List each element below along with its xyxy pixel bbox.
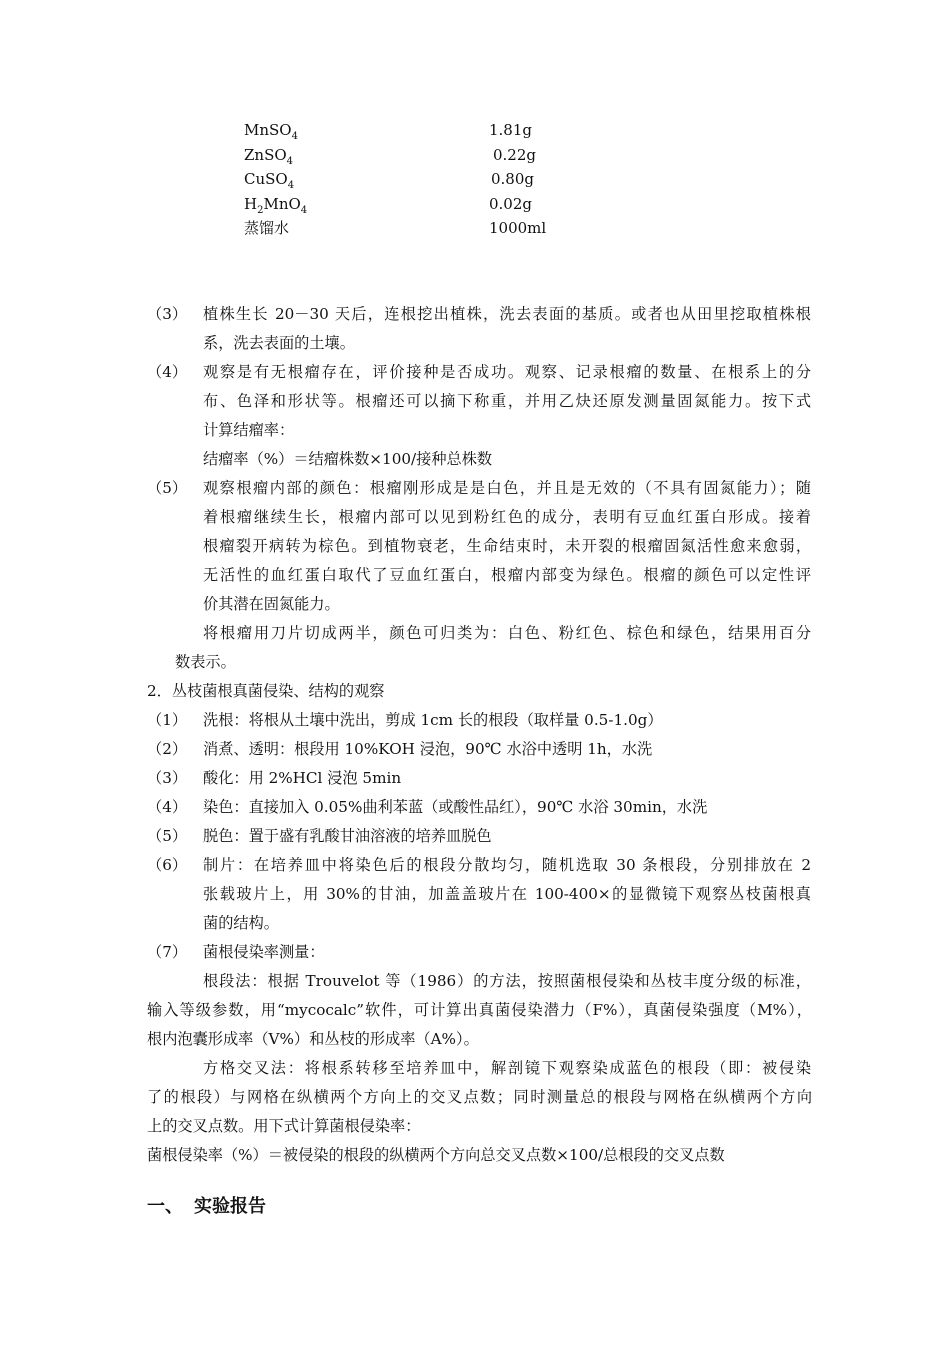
step-number: （5） xyxy=(147,827,188,845)
reagent-amount: 0.22g xyxy=(493,145,537,164)
step-number: （7） xyxy=(147,943,188,961)
paragraph-line: 上的交叉点数。用下式计算菌根侵染率： xyxy=(147,1117,421,1135)
reagent-amount: 0.02g xyxy=(489,194,533,213)
paragraph-line: 价其潜在固氮能力。 xyxy=(203,595,340,613)
paragraph-line: 根段法：根据 Trouvelot 等（1986）的方法，按照菌根侵染和丛枝丰度分级的标准， xyxy=(203,972,811,990)
reagent-amount: 1000ml xyxy=(489,219,547,237)
paragraph-line: 输入等级参数，用“mycocalc”软件，可计算出真菌侵染潜力（F%），真菌侵染强度（M%）， xyxy=(147,1001,812,1019)
paragraph-line: 着根瘤继续生长，根瘤内部可以见到粉红色的成分，表明有豆血红蛋白形成。接着 xyxy=(203,508,811,526)
step-number: （2） xyxy=(147,740,188,758)
step-number: （3） xyxy=(147,305,188,323)
reagent-name: ZnSO$_4$ xyxy=(244,145,294,167)
reagent-name: CuSO$_4$ xyxy=(244,170,295,191)
step-number: （1） xyxy=(147,711,188,729)
step-text: 消煮、透明：根段用 10%KOH 浸泡，90℃ 水浴中透明 1h，水洗 xyxy=(203,740,653,758)
reagent-name: $H_2MnO_4$ xyxy=(244,194,308,216)
step-number: （6） xyxy=(147,856,188,874)
step-text: 酸化：用 2%HCl 浸泡 5min xyxy=(203,769,402,787)
step-text: 染色：直接加入 0.05%曲利苯蓝（或酸性品红），90℃ 水浴 30min，水洗 xyxy=(203,798,708,816)
step-number: （4） xyxy=(147,363,188,381)
step-number: （3） xyxy=(147,769,188,787)
paragraph-line: 观察根瘤内部的颜色：根瘤刚形成是是白色，并且是无效的（不具有固氮能力）；随 xyxy=(203,479,811,497)
step-number: （4） xyxy=(147,798,188,816)
reagent-name: 蒸馏水 xyxy=(244,219,290,237)
reagent-name: MnSO$_4$ xyxy=(244,121,298,142)
paragraph-line: 张载玻片上，用 30%的甘油，加盖盖玻片在 100-400×的显微镜下观察丛枝菌根真 xyxy=(203,885,811,903)
paragraph-line: 根内泡囊形成率（V%）和丛枝的形成率（A%）。 xyxy=(147,1030,479,1048)
reagent-amount: 0.80g xyxy=(491,170,535,188)
heading-number: 一、 xyxy=(147,1196,183,1217)
formula: 菌根侵染率（%）＝被侵染的根段的纵横两个方向总交叉点数×100/总根段的交叉点数 xyxy=(147,1146,725,1164)
paragraph-line: 菌的结构。 xyxy=(203,914,279,932)
paragraph-line: 系，洗去表面的土壤。 xyxy=(203,334,355,352)
formula: 结瘤率（%）＝结瘤株数×100/接种总株数 xyxy=(203,450,493,468)
step-text: 脱色：置于盛有乳酸甘油溶液的培养皿脱色 xyxy=(203,827,492,845)
reagent-amount: 1.81g xyxy=(489,121,533,139)
paragraph-line: 无活性的血红蛋白取代了豆血红蛋白，根瘤内部变为绿色。根瘤的颜色可以定性评 xyxy=(203,566,811,584)
paragraph-line: 制片：在培养皿中将染色后的根段分散均匀，随机选取 30 条根段，分别排放在 2 xyxy=(203,856,811,874)
paragraph-line: 布、色泽和形状等。根瘤还可以摘下称重，并用乙炔还原发测量固氮能力。按下式 xyxy=(203,392,811,410)
section-title: 2．丛枝菌根真菌侵染、结构的观察 xyxy=(147,682,385,700)
step-text: 洗根：将根从土壤中洗出，剪成 1cm 长的根段（取样量 0.5-1.0g） xyxy=(203,711,663,729)
paragraph-line: 将根瘤用刀片切成两半，颜色可归类为：白色、粉红色、棕色和绿色，结果用百分 xyxy=(203,624,811,642)
paragraph-line: 数表示。 xyxy=(175,653,236,671)
paragraph-line: 方格交叉法：将根系转移至培养皿中，解剖镜下观察染成蓝色的根段（即：被侵染 xyxy=(203,1059,811,1077)
heading-title: 实验报告 xyxy=(194,1196,266,1217)
step-title: 菌根侵染率测量： xyxy=(203,943,325,961)
paragraph-line: 计算结瘤率： xyxy=(203,421,295,439)
paragraph-line: 植株生长 20－30 天后，连根挖出植株，洗去表面的基质。或者也从田里挖取植株根 xyxy=(203,305,811,323)
paragraph-line: 观察是有无根瘤存在，评价接种是否成功。观察、记录根瘤的数量、在根系上的分 xyxy=(203,363,811,381)
paragraph-line: 了的根段）与网格在纵横两个方向上的交叉点数；同时测量总的根段与网格在纵横两个方向 xyxy=(147,1088,812,1106)
paragraph-line: 根瘤裂开病转为棕色。到植物衰老，生命结束时，未开裂的根瘤固氮活性愈来愈弱， xyxy=(203,537,811,555)
step-number: （5） xyxy=(147,479,188,497)
